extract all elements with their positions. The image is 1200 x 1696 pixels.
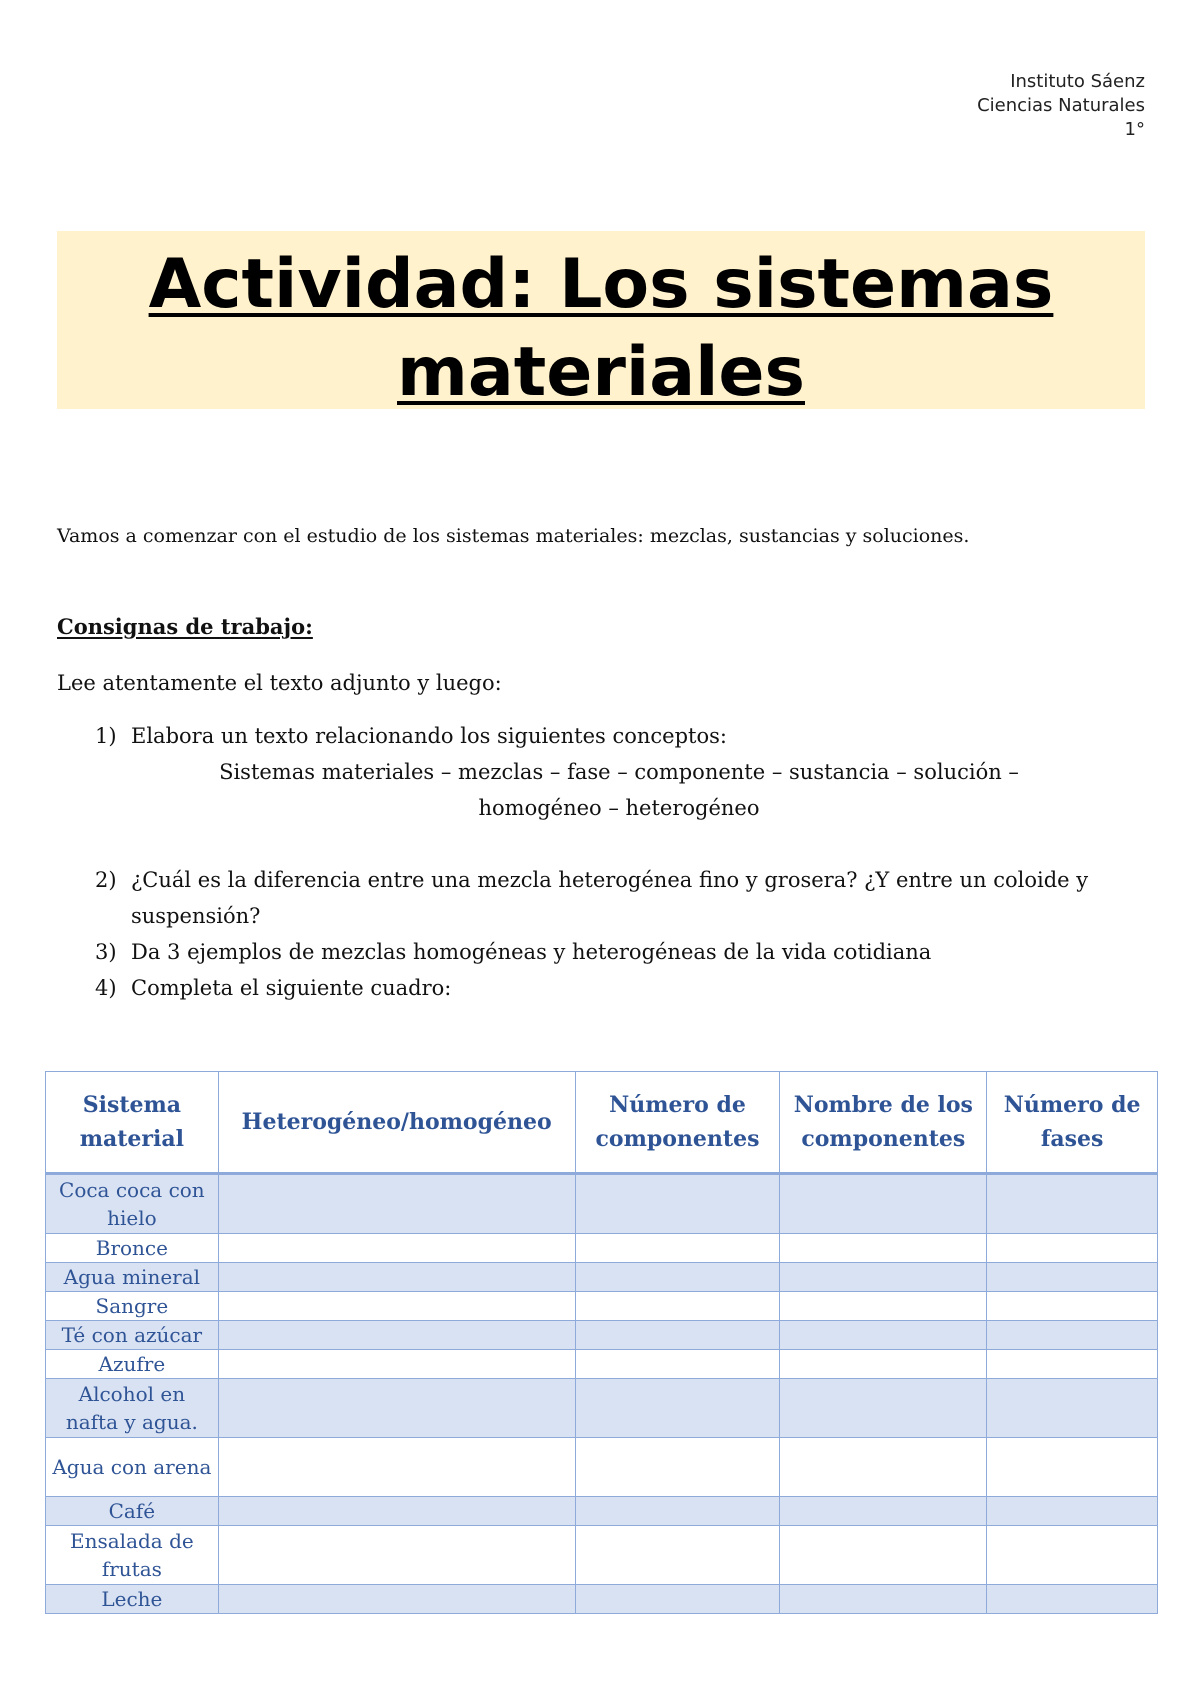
table-row <box>46 1234 1158 1263</box>
input-cell[interactable] <box>780 1526 987 1585</box>
list-spacer <box>57 826 1147 862</box>
input-cell[interactable] <box>218 1497 575 1526</box>
input-cell[interactable] <box>780 1263 987 1292</box>
list-item-text: Da 3 ejemplos de mezclas homogéneas y heterogéneas de la vida cotidiana <box>131 940 932 964</box>
title-line-1: Actividad: Los sistemas <box>148 245 1054 324</box>
input-cell[interactable] <box>575 1585 780 1614</box>
concepts-line-1: Sistemas materiales – mezclas – fase – componente – sustancia – solución – <box>219 760 1019 784</box>
document-header <box>977 70 1145 142</box>
list-number: 4) <box>95 976 117 1000</box>
input-cell[interactable] <box>780 1292 987 1321</box>
input-cell[interactable] <box>780 1497 987 1526</box>
input-cell[interactable] <box>987 1321 1158 1350</box>
table-row <box>46 1497 1158 1526</box>
header-phase-count: Número de fases <box>987 1072 1158 1174</box>
input-cell[interactable] <box>780 1379 987 1438</box>
input-cell[interactable] <box>987 1438 1158 1497</box>
lead-instruction: Lee atentamente el texto adjunto y luego: <box>57 671 502 695</box>
row-label: Té con azúcar <box>46 1321 219 1350</box>
header-type: Heterogéneo/homogéneo <box>218 1072 575 1174</box>
concepts-line-2: homogéneo – heterogéneo <box>478 796 760 820</box>
materials-table <box>45 1071 1158 1614</box>
list-item-text: Elabora un texto relacionando los siguientes conceptos: <box>131 724 727 748</box>
input-cell[interactable] <box>575 1497 780 1526</box>
grade-label: 1° <box>1124 119 1145 140</box>
input-cell[interactable] <box>218 1438 575 1497</box>
row-label: Ensalada de frutas <box>46 1526 219 1585</box>
input-cell[interactable] <box>218 1526 575 1585</box>
intro-paragraph: Vamos a comenzar con el estudio de los sistemas materiales: mezclas, sustancias y soluciones. <box>57 525 970 547</box>
input-cell[interactable] <box>218 1174 575 1234</box>
input-cell[interactable] <box>575 1350 780 1379</box>
table-row <box>46 1292 1158 1321</box>
list-item-text: ¿Cuál es la diferencia entre una mezcla heterogénea fino y grosera? ¿Y entre un coloide y suspensión? <box>131 868 1089 928</box>
row-label: Agua con arena <box>46 1438 219 1497</box>
list-item <box>57 718 1147 826</box>
input-cell[interactable] <box>218 1379 575 1438</box>
list-item <box>57 934 1147 970</box>
header-component-count: Número de componentes <box>575 1072 780 1174</box>
list-number: 3) <box>95 940 117 964</box>
title-line-2: materiales <box>397 333 805 412</box>
header-component-names: Nombre de los componentes <box>780 1072 987 1174</box>
title-banner <box>57 231 1145 412</box>
table-header-row <box>46 1072 1158 1174</box>
school-name: Instituto Sáenz <box>1010 71 1145 92</box>
input-cell[interactable] <box>987 1292 1158 1321</box>
row-label: Bronce <box>46 1234 219 1263</box>
input-cell[interactable] <box>218 1585 575 1614</box>
input-cell[interactable] <box>218 1292 575 1321</box>
table-row <box>46 1379 1158 1438</box>
input-cell[interactable] <box>987 1263 1158 1292</box>
row-label: Leche <box>46 1585 219 1614</box>
list-item <box>57 862 1147 934</box>
list-number: 1) <box>95 724 117 748</box>
input-cell[interactable] <box>575 1379 780 1438</box>
input-cell[interactable] <box>575 1526 780 1585</box>
input-cell[interactable] <box>987 1174 1158 1234</box>
table-row <box>46 1585 1158 1614</box>
table-row <box>46 1321 1158 1350</box>
input-cell[interactable] <box>575 1438 780 1497</box>
input-cell[interactable] <box>218 1321 575 1350</box>
table-row <box>46 1174 1158 1234</box>
input-cell[interactable] <box>987 1497 1158 1526</box>
page-title <box>57 231 1145 417</box>
input-cell[interactable] <box>575 1263 780 1292</box>
row-label: Alcohol en nafta y agua. <box>46 1379 219 1438</box>
input-cell[interactable] <box>987 1526 1158 1585</box>
input-cell[interactable] <box>575 1292 780 1321</box>
input-cell[interactable] <box>987 1379 1158 1438</box>
header-system: Sistema material <box>46 1072 219 1174</box>
input-cell[interactable] <box>780 1174 987 1234</box>
row-label: Coca coca con hielo <box>46 1174 219 1234</box>
instruction-list <box>57 718 1147 1006</box>
row-label: Café <box>46 1497 219 1526</box>
input-cell[interactable] <box>218 1263 575 1292</box>
list-item-text: Completa el siguiente cuadro: <box>131 976 452 1000</box>
table-row <box>46 1263 1158 1292</box>
subject-name: Ciencias Naturales <box>977 95 1145 116</box>
list-number: 2) <box>95 868 117 892</box>
input-cell[interactable] <box>575 1234 780 1263</box>
table-row <box>46 1526 1158 1585</box>
row-label: Azufre <box>46 1350 219 1379</box>
row-label: Agua mineral <box>46 1263 219 1292</box>
table-row <box>46 1350 1158 1379</box>
input-cell[interactable] <box>780 1350 987 1379</box>
input-cell[interactable] <box>575 1321 780 1350</box>
input-cell[interactable] <box>987 1350 1158 1379</box>
input-cell[interactable] <box>780 1321 987 1350</box>
input-cell[interactable] <box>218 1234 575 1263</box>
input-cell[interactable] <box>780 1585 987 1614</box>
list-item <box>57 970 1147 1006</box>
input-cell[interactable] <box>780 1234 987 1263</box>
table-row <box>46 1438 1158 1497</box>
input-cell[interactable] <box>780 1438 987 1497</box>
section-title: Consignas de trabajo: <box>57 614 313 639</box>
input-cell[interactable] <box>987 1585 1158 1614</box>
input-cell[interactable] <box>218 1350 575 1379</box>
row-label: Sangre <box>46 1292 219 1321</box>
input-cell[interactable] <box>987 1234 1158 1263</box>
input-cell[interactable] <box>575 1174 780 1234</box>
